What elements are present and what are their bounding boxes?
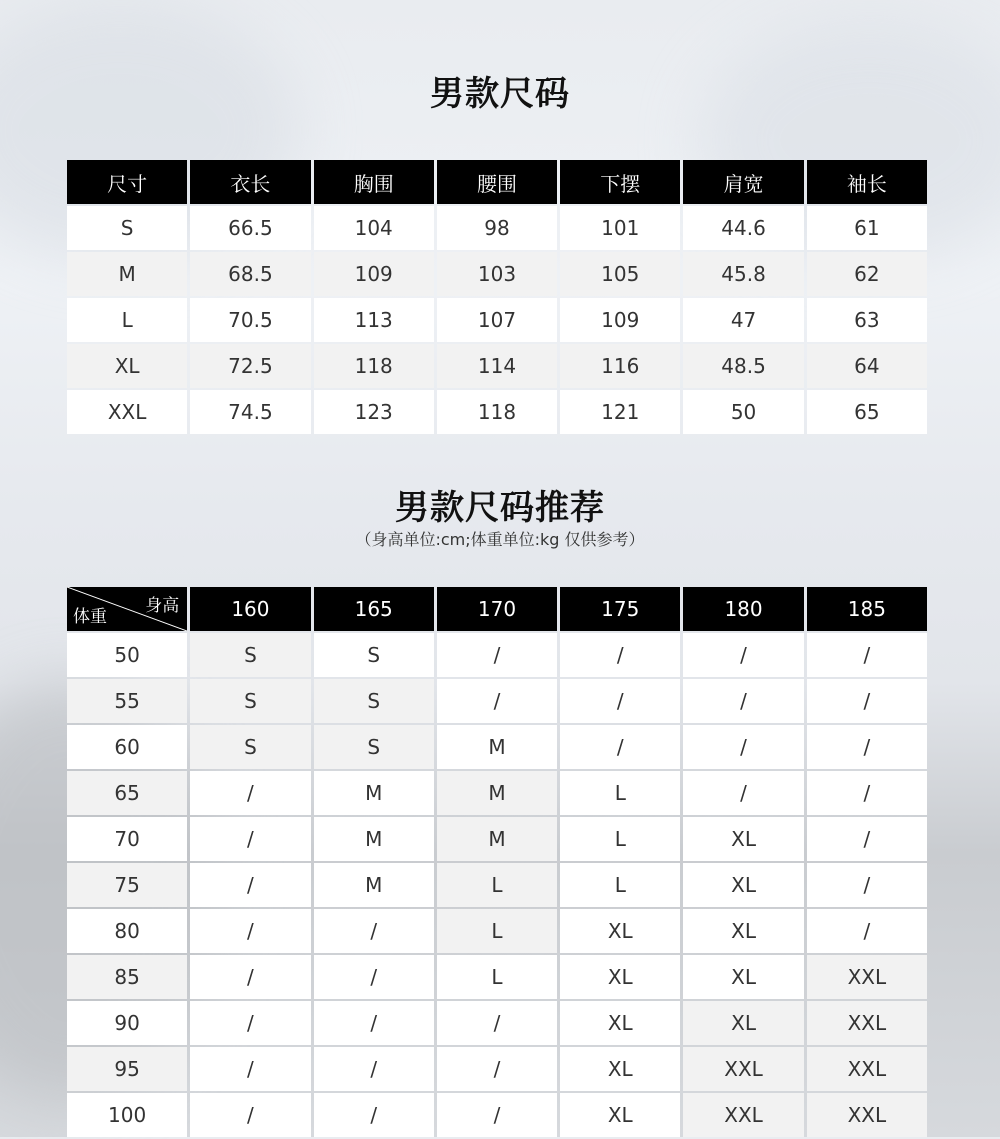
- recommend-row: [67, 679, 927, 723]
- recommended-size-cell: /: [560, 679, 680, 723]
- recommended-size-cell: /: [807, 679, 927, 723]
- size-label-cell: S: [67, 206, 187, 250]
- measurement-cell: 45.8: [683, 252, 803, 296]
- size-chart-table: [64, 158, 930, 436]
- weight-label-cell: 65: [67, 771, 187, 815]
- height-header: 160: [190, 587, 310, 631]
- recommended-size-cell: M: [314, 863, 434, 907]
- recommended-size-cell: S: [314, 633, 434, 677]
- recommended-size-cell: S: [314, 725, 434, 769]
- weight-label-cell: 60: [67, 725, 187, 769]
- recommended-size-cell: XL: [683, 909, 803, 953]
- weight-label-cell: 55: [67, 679, 187, 723]
- header-size: 尺寸: [67, 160, 187, 204]
- measurement-cell: 48.5: [683, 344, 803, 388]
- recommended-size-cell: S: [190, 679, 310, 723]
- header-waist: 腰围: [437, 160, 557, 204]
- recommended-size-cell: /: [314, 1001, 434, 1045]
- recommended-size-cell: /: [807, 725, 927, 769]
- recommended-size-cell: /: [683, 633, 803, 677]
- size-chart-row: [67, 206, 927, 250]
- weight-label-cell: 100: [67, 1093, 187, 1137]
- recommended-size-cell: /: [190, 909, 310, 953]
- measurement-cell: 70.5: [190, 298, 310, 342]
- header-chest: 胸围: [314, 160, 434, 204]
- recommended-size-cell: /: [314, 909, 434, 953]
- recommended-size-cell: S: [190, 725, 310, 769]
- recommended-size-cell: XL: [560, 909, 680, 953]
- recommended-size-cell: /: [807, 633, 927, 677]
- recommended-size-cell: XXL: [807, 1047, 927, 1091]
- recommended-size-cell: /: [560, 725, 680, 769]
- size-label-cell: M: [67, 252, 187, 296]
- measurement-cell: 105: [560, 252, 680, 296]
- size-chart-row: [67, 390, 927, 434]
- recommended-size-cell: /: [683, 679, 803, 723]
- measurement-cell: 109: [314, 252, 434, 296]
- recommended-size-cell: XL: [560, 1047, 680, 1091]
- recommend-row: [67, 1093, 927, 1137]
- size-label-cell: L: [67, 298, 187, 342]
- recommended-size-cell: L: [560, 817, 680, 861]
- recommended-size-cell: XL: [683, 863, 803, 907]
- recommended-size-cell: /: [314, 955, 434, 999]
- header-shoulder: 肩宽: [683, 160, 803, 204]
- measurement-cell: 118: [437, 390, 557, 434]
- recommend-row: [67, 1047, 927, 1091]
- measurement-cell: 61: [807, 206, 927, 250]
- recommended-size-cell: XL: [683, 1001, 803, 1045]
- recommended-size-cell: /: [314, 1047, 434, 1091]
- weight-label-cell: 70: [67, 817, 187, 861]
- recommended-size-cell: M: [314, 817, 434, 861]
- measurement-cell: 123: [314, 390, 434, 434]
- recommend-table: [64, 585, 930, 1139]
- measurement-cell: 121: [560, 390, 680, 434]
- measurement-cell: 44.6: [683, 206, 803, 250]
- measurement-cell: 104: [314, 206, 434, 250]
- recommended-size-cell: L: [560, 863, 680, 907]
- corner-header-cell: [67, 587, 187, 631]
- recommended-size-cell: S: [314, 679, 434, 723]
- recommended-size-cell: /: [190, 1093, 310, 1137]
- header-length: 衣长: [190, 160, 310, 204]
- recommended-size-cell: XXL: [683, 1047, 803, 1091]
- height-axis-label: 身高: [145, 596, 180, 616]
- measurement-cell: 62: [807, 252, 927, 296]
- recommended-size-cell: S: [190, 633, 310, 677]
- measurement-cell: 118: [314, 344, 434, 388]
- recommended-size-cell: /: [190, 1047, 310, 1091]
- size-label-cell: XXL: [67, 390, 187, 434]
- height-header: 185: [807, 587, 927, 631]
- size-label-cell: XL: [67, 344, 187, 388]
- recommended-size-cell: /: [683, 771, 803, 815]
- recommended-size-cell: /: [437, 1001, 557, 1045]
- height-header: 180: [683, 587, 803, 631]
- recommended-size-cell: XXL: [807, 1001, 927, 1045]
- recommended-size-cell: /: [190, 771, 310, 815]
- recommended-size-cell: /: [314, 1093, 434, 1137]
- recommended-size-cell: /: [190, 863, 310, 907]
- recommended-size-cell: XXL: [807, 1093, 927, 1137]
- recommended-size-cell: /: [437, 1093, 557, 1137]
- recommended-size-cell: L: [437, 909, 557, 953]
- recommend-title: 男款尺码推荐: [395, 488, 605, 528]
- measurement-cell: 116: [560, 344, 680, 388]
- measurement-cell: 113: [314, 298, 434, 342]
- recommended-size-cell: XL: [560, 955, 680, 999]
- recommended-size-cell: /: [190, 955, 310, 999]
- recommend-row: [67, 633, 927, 677]
- measurement-cell: 68.5: [190, 252, 310, 296]
- size-chart-row: [67, 298, 927, 342]
- height-header: 175: [560, 587, 680, 631]
- size-chart-title: 男款尺码: [430, 74, 570, 114]
- size-chart-row: [67, 252, 927, 296]
- measurement-cell: 109: [560, 298, 680, 342]
- recommend-row: [67, 725, 927, 769]
- measurement-cell: 63: [807, 298, 927, 342]
- recommended-size-cell: /: [437, 1047, 557, 1091]
- recommended-size-cell: M: [437, 817, 557, 861]
- recommend-subtitle: （身高单位:cm;体重单位:kg 仅供参考）: [355, 530, 645, 549]
- recommended-size-cell: /: [190, 817, 310, 861]
- recommended-size-cell: /: [807, 771, 927, 815]
- recommended-size-cell: M: [437, 725, 557, 769]
- measurement-cell: 114: [437, 344, 557, 388]
- measurement-cell: 47: [683, 298, 803, 342]
- measurement-cell: 66.5: [190, 206, 310, 250]
- height-header: 170: [437, 587, 557, 631]
- header-sleeve: 袖长: [807, 160, 927, 204]
- recommended-size-cell: /: [560, 633, 680, 677]
- measurement-cell: 107: [437, 298, 557, 342]
- measurement-cell: 98: [437, 206, 557, 250]
- height-header: 165: [314, 587, 434, 631]
- recommended-size-cell: XL: [560, 1001, 680, 1045]
- weight-label-cell: 75: [67, 863, 187, 907]
- measurement-cell: 74.5: [190, 390, 310, 434]
- recommended-size-cell: M: [437, 771, 557, 815]
- size-chart-row: [67, 344, 927, 388]
- recommended-size-cell: XXL: [683, 1093, 803, 1137]
- measurement-cell: 50: [683, 390, 803, 434]
- header-hem: 下摆: [560, 160, 680, 204]
- recommend-row: [67, 1001, 927, 1045]
- weight-label-cell: 95: [67, 1047, 187, 1091]
- recommend-row: [67, 863, 927, 907]
- recommended-size-cell: /: [807, 817, 927, 861]
- weight-label-cell: 50: [67, 633, 187, 677]
- recommend-row: [67, 771, 927, 815]
- recommended-size-cell: /: [683, 725, 803, 769]
- recommended-size-cell: L: [560, 771, 680, 815]
- recommend-row: [67, 909, 927, 953]
- recommend-header-row: [67, 587, 927, 631]
- weight-axis-label: 体重: [73, 607, 107, 627]
- recommended-size-cell: XXL: [807, 955, 927, 999]
- recommended-size-cell: /: [807, 863, 927, 907]
- measurement-cell: 65: [807, 390, 927, 434]
- recommended-size-cell: XL: [683, 955, 803, 999]
- recommended-size-cell: L: [437, 955, 557, 999]
- measurement-cell: 101: [560, 206, 680, 250]
- recommended-size-cell: /: [190, 1001, 310, 1045]
- recommended-size-cell: /: [807, 909, 927, 953]
- recommended-size-cell: M: [314, 771, 434, 815]
- recommended-size-cell: /: [437, 679, 557, 723]
- recommended-size-cell: /: [437, 633, 557, 677]
- measurement-cell: 64: [807, 344, 927, 388]
- recommended-size-cell: XL: [560, 1093, 680, 1137]
- size-chart-header-row: [67, 160, 927, 204]
- weight-label-cell: 90: [67, 1001, 187, 1045]
- recommend-row: [67, 955, 927, 999]
- measurement-cell: 72.5: [190, 344, 310, 388]
- weight-label-cell: 85: [67, 955, 187, 999]
- weight-label-cell: 80: [67, 909, 187, 953]
- measurement-cell: 103: [437, 252, 557, 296]
- recommended-size-cell: L: [437, 863, 557, 907]
- recommended-size-cell: XL: [683, 817, 803, 861]
- recommend-row: [67, 817, 927, 861]
